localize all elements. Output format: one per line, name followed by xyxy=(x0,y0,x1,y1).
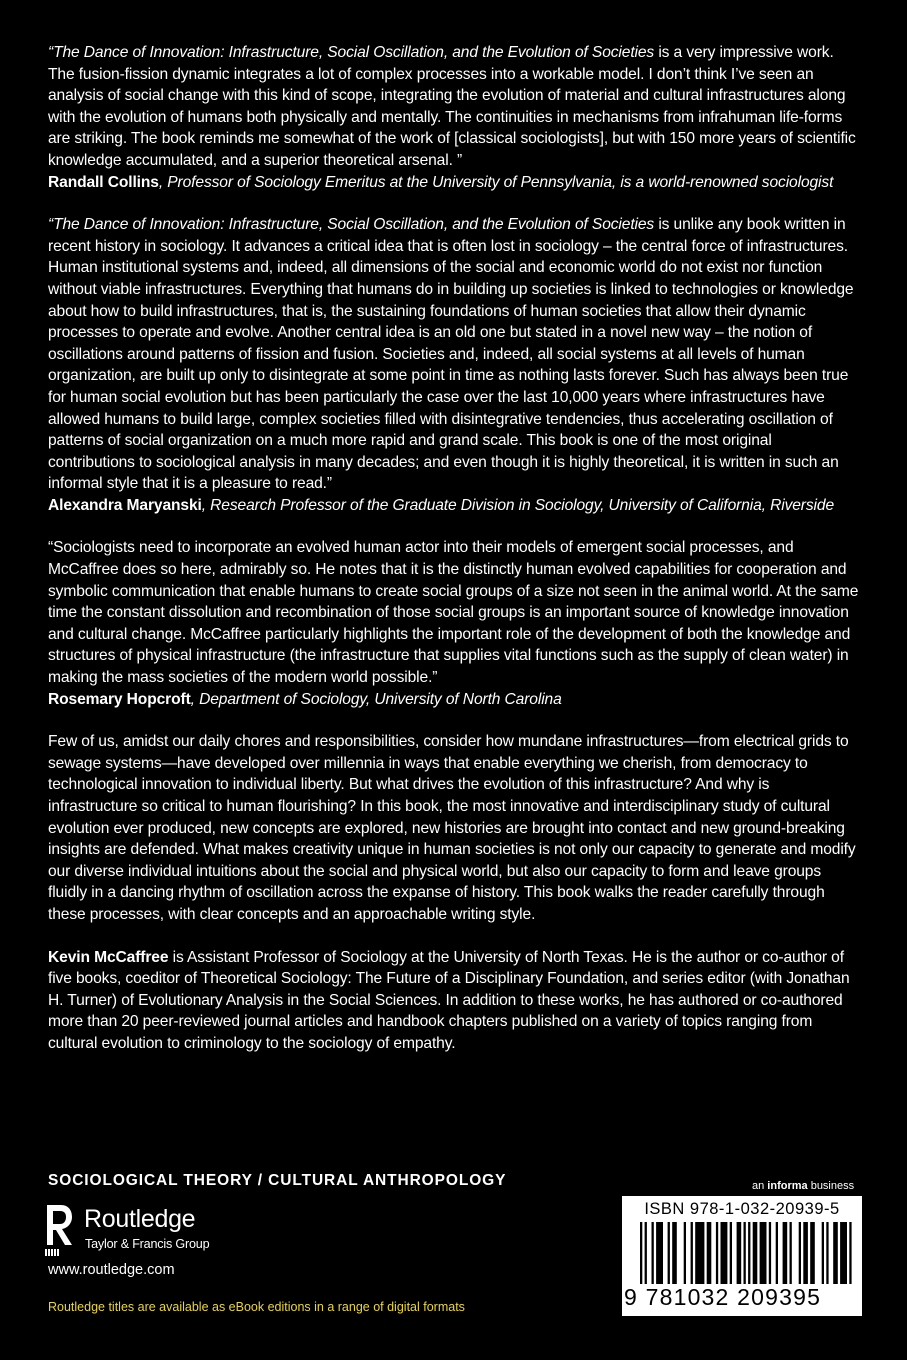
barcode-bar xyxy=(668,1222,670,1284)
barcode-bar xyxy=(716,1222,718,1284)
barcode-bar xyxy=(744,1222,746,1284)
barcode-bar xyxy=(776,1222,778,1284)
endorsement-quote: is unlike any book written in recent history in sociology. It advances a critical idea that is often lost in sociology – the central force of infrastructures. Human institutional systems and, indeed, all dimensions of the social and economic world do not exist nor function without viable infrastructures. Everything that humans do in building up societies is linked to technologies or knowledge about how to build infrastructures, that is, the sustaining foundations of human societies that allow their dynamic processes to operate and evolve. Another central idea is an old one but stated in a novel new way – the notion of oscillations around patterns of fission and fusion. Societies and, indeed, all social systems at all levels of human organization, are built up only to disintegrate at some point in time as nothing lasts forever. Such has always been true for human social evolution but has been particularly the case over the last 10,000 years where infrastructures have allowed humans to build large, complex societies filled with disintegrative tendencies, thus accelerating oscillation of patterns of social organization on a much more rapid and grand scale. This book is one of the most original contributions to sociological analysis in many decades; and even though it is highly theoretical, it is written in such an informal style that it is a pleasure to read.” xyxy=(48,216,854,493)
publisher-url[interactable]: www.routledge.com xyxy=(48,1262,175,1278)
informa-suffix: business xyxy=(807,1180,855,1192)
isbn-barcode xyxy=(622,1196,862,1316)
routledge-r-icon xyxy=(44,1203,74,1257)
barcode-bar xyxy=(707,1222,712,1284)
barcode-bar xyxy=(810,1222,815,1284)
barcode-bar xyxy=(833,1222,838,1284)
endorser-affiliation: , Department of Sociology, University of North Carolina xyxy=(190,690,562,708)
barcode-bar xyxy=(783,1222,788,1284)
endorser-affiliation: , Research Professor of the Graduate Division in Sociology, University of California, Riverside xyxy=(201,496,834,514)
barcode-bar xyxy=(748,1222,750,1284)
book-title: “The Dance of Innovation: Infrastructure, Social Oscillation, and the Evolution of Societies xyxy=(48,216,655,234)
barcode-bar xyxy=(691,1222,693,1284)
ean-left-digits: 781032 xyxy=(645,1284,730,1310)
barcode-bar xyxy=(769,1222,771,1284)
barcode-bar xyxy=(737,1222,742,1284)
ean-digits xyxy=(624,1284,856,1311)
book-blurb: Few of us, amidst our daily chores and responsibilities, consider how mundane infrastructures—from electrical grids to sewage systems—have developed over millennia in ways that enable everything we cherish, from democracy to technological innovation to individual liberty. But what drives the evolution of this infrastructure? And why is infrastructure so critical to human flourishing? In this book, the most innovative and interdisciplinary study of cultural evolution ever produced, new concepts are explored, new histories are brought into contact and new ground-breaking insights are defended. What makes creativity unique in human societies is not only our capacity to generate and modify our diverse individual intuitions about the social and physical world, but also our capacity to form and leave groups fluidly in a dancing rhythm of oscillation across the expanse of history. This book walks the reader carefully through these processes, with clear concepts and an approachable writing style. xyxy=(48,733,856,923)
barcode-bar xyxy=(799,1222,801,1284)
author-name: Kevin McCaffree xyxy=(48,948,169,966)
endorser-affiliation: , Professor of Sociology Emeritus at the University of Pennsylvania, is a world-renowned sociologist xyxy=(158,173,834,191)
barcode-bar xyxy=(652,1222,654,1284)
barcode-bars xyxy=(638,1222,854,1284)
ean-right-digits: 209395 xyxy=(737,1284,822,1310)
publisher-group: Taylor & Francis Group xyxy=(85,1237,210,1251)
endorsement-3 xyxy=(48,537,860,710)
barcode-bar xyxy=(640,1222,642,1284)
author-bio xyxy=(48,947,860,1055)
endorsement-2 xyxy=(48,214,860,516)
back-cover-text xyxy=(48,42,860,1055)
barcode-bar xyxy=(822,1222,824,1284)
informa-name: informa xyxy=(767,1180,808,1192)
informa-prefix: an xyxy=(752,1180,768,1192)
barcode-bar xyxy=(849,1222,851,1284)
author-bio-text: is Assistant Professor of Sociology at the University of North Texas. He is the author or co-author of five books, coeditor of Theoretical Sociology: The Future of a Disciplinary Foundation, and series editor (with Jonathan H. Turner) of Evolutionary Analysis in the Social Sciences. In addition to these works, he has authored or co-authored more than 20 peer-reviewed journal articles and handbook chapters published on a variety of topics ranging from cultural evolution to criminology to the sociology of empathy. xyxy=(48,948,850,1052)
barcode-bar xyxy=(684,1222,686,1284)
ebook-note: Routledge titles are available as eBook editions in a range of digital formats xyxy=(48,1300,465,1314)
endorser-name: Alexandra Maryanski xyxy=(48,496,202,514)
endorsement-quote: is a very impressive work. The fusion-fission dynamic integrates a lot of complex processes into a workable model. I don’t think I’ve seen an analysis of social change with this kind of scope, integrating the evolution of material and cultural infrastructures along with the evolution of humans both physically and mentally. The continuities in mechanisms from infrahuman life-forms are striking. The book reminds me somewhat of the work of [classical sociologists], but with 150 more years of scientific knowledge accumulated, and a superior theoretical arsenal. ” xyxy=(48,44,856,169)
informa-tagline xyxy=(752,1180,854,1192)
endorsement-quote: “Sociologists need to incorporate an evolved human actor into their models of emergent social processes, and McCaffree does so here, admirably so. He notes that it is the distinctly human evolved capabilities for cooperation and symbolic communication that enable humans to create social groups of a size not seen in the animal world. At the same time the constant dissolution and recombination of those social groups is an important source of knowledge innovation and cultural change. McCaffree particularly highlights the important role of the development of both the knowledge and structures of physical infrastructure (the infrastructure that supplies vital functions such as the supply of clean water) in making the mass societies of the modern world possible.” xyxy=(48,539,859,687)
barcode-bar xyxy=(721,1222,728,1284)
barcode-bar xyxy=(672,1222,677,1284)
barcode-bar xyxy=(840,1222,847,1284)
barcode-bar xyxy=(645,1222,647,1284)
publisher-logo xyxy=(44,1203,304,1259)
isbn-label: ISBN 978-1-032-20939-5 xyxy=(644,1200,840,1218)
endorsement-1 xyxy=(48,42,860,193)
endorser-name: Randall Collins xyxy=(48,173,159,191)
barcode-bar xyxy=(656,1222,663,1284)
subject-category: SOCIOLOGICAL THEORY / CULTURAL ANTHROPOLOGY xyxy=(48,1172,507,1189)
barcode-bar xyxy=(826,1222,828,1284)
ean-first-digit: 9 xyxy=(624,1284,638,1310)
endorser-name: Rosemary Hopcroft xyxy=(48,690,191,708)
publisher-name: Routledge xyxy=(84,1205,196,1233)
barcode-bar xyxy=(760,1222,767,1284)
book-title: “The Dance of Innovation: Infrastructure, Social Oscillation, and the Evolution of Societies xyxy=(48,44,655,61)
barcode-bar xyxy=(753,1222,758,1284)
barcode-bar xyxy=(790,1222,792,1284)
barcode-bar xyxy=(730,1222,732,1284)
barcode-bar xyxy=(803,1222,808,1284)
barcode-bar xyxy=(695,1222,704,1284)
